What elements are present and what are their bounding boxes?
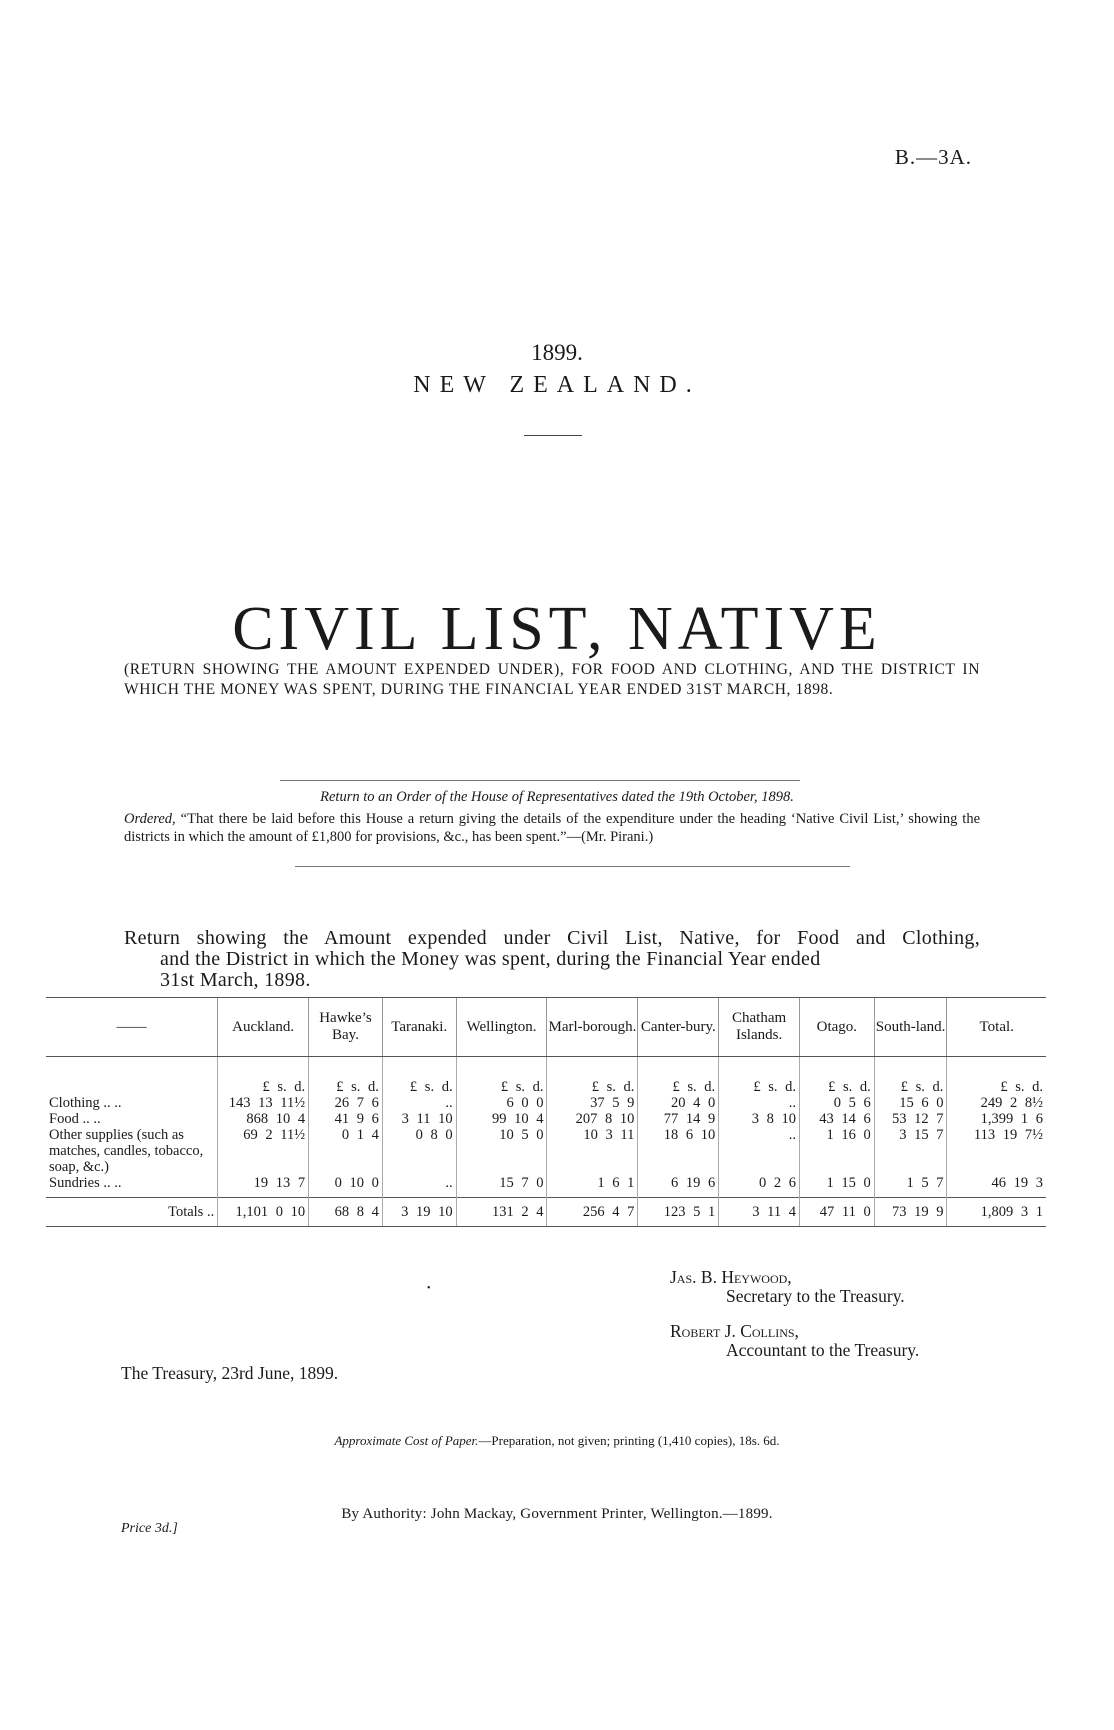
unit-cell: £ s. d.: [799, 1079, 874, 1095]
table-cell: [46, 1079, 218, 1095]
row-label: Clothing .. ..: [49, 1095, 122, 1111]
row-label: Other supplies (such as matches, candles, tobacco, soap, &c.): [49, 1127, 204, 1175]
table-cell: ..: [382, 1175, 456, 1191]
table-cell: 0 1 4: [309, 1127, 383, 1175]
page-title: CIVIL LIST, NATIVE: [232, 595, 882, 663]
table-cell: ..: [382, 1095, 456, 1111]
treasury-date: The Treasury, 23rd June, 1899.: [121, 1363, 339, 1383]
column-header: Taranaki.: [382, 998, 456, 1057]
table-cell: 26 7 6: [309, 1095, 383, 1111]
document-year: 1899.: [531, 340, 583, 365]
signatory-name: Robert J. Collins,: [670, 1321, 799, 1341]
row-label: Totals ..: [46, 1198, 218, 1227]
ordered-label: Ordered,: [124, 811, 176, 827]
table-cell: 69 2 11½: [218, 1127, 309, 1175]
table-cell: 6 0 0: [456, 1095, 547, 1111]
return-heading: [124, 928, 980, 991]
cost-label: Approximate Cost of Paper.: [334, 1433, 479, 1448]
ordered-paragraph: [124, 810, 980, 846]
total-cell: 68 8 4: [309, 1198, 383, 1227]
table-cell: 53 12 7: [874, 1111, 947, 1127]
unit-cell: £ s. d.: [547, 1079, 638, 1095]
signatory-title: Secretary to the Treasury.: [726, 1286, 905, 1306]
table-cell: 1 6 1: [547, 1175, 638, 1191]
table-cell: 43 14 6: [799, 1111, 874, 1127]
table-cell: 46 19 3: [947, 1175, 1046, 1191]
table-cell: 41 9 6: [309, 1111, 383, 1127]
totals-row: [46, 1198, 1046, 1227]
table-cell: 10 5 0: [456, 1127, 547, 1175]
unit-cell: £ s. d.: [456, 1079, 547, 1095]
column-header: Canter-bury.: [638, 998, 719, 1057]
table-cell: 77 14 9: [638, 1111, 719, 1127]
column-header: South-land.: [874, 998, 947, 1057]
table-cell: 1 5 7: [874, 1175, 947, 1191]
table-cell: 0 8 0: [382, 1127, 456, 1175]
table-cell: 0 2 6: [719, 1175, 800, 1191]
expenditure-table: [46, 997, 1046, 1227]
table-cell: ..: [719, 1127, 800, 1175]
table-cell: 1 15 0: [799, 1175, 874, 1191]
return-order-line: Return to an Order of the House of Representatives dated the 19th October, 1898.: [320, 789, 794, 805]
signature-block: [670, 1322, 919, 1360]
table-header-row: [46, 998, 1046, 1057]
table-row: [46, 1127, 1046, 1175]
table-cell: 0 10 0: [309, 1175, 383, 1191]
column-header: ——: [46, 998, 218, 1057]
signature-block: [670, 1268, 905, 1306]
table-cell: 207 8 10: [547, 1111, 638, 1127]
table-cell: 113 19 7½: [947, 1127, 1046, 1175]
table-cell: ..: [719, 1095, 800, 1111]
unit-cell: £ s. d.: [309, 1079, 383, 1095]
divider: [524, 435, 582, 436]
table-cell: 6 19 6: [638, 1175, 719, 1191]
unit-cell: £ s. d.: [382, 1079, 456, 1095]
table-cell: 19 13 7: [218, 1175, 309, 1191]
signatory-name: Jas. B. Heywood,: [670, 1267, 792, 1287]
country-heading: NEW ZEALAND.: [413, 372, 701, 398]
ordered-text: “That there be laid before this House a return giving the details of the expenditure under the heading ‘Native Civil List,’ showing the districts in which the amount of £1,800 for provisions, &c., has been spent.”—(Mr. Pirani.): [124, 811, 981, 845]
column-header: Total.: [947, 998, 1046, 1057]
price-note: Price 3d.]: [121, 1521, 178, 1536]
table-row: [46, 1175, 1046, 1191]
divider: [280, 780, 800, 781]
table-cell: 3 8 10: [719, 1111, 800, 1127]
column-header: Hawke’s Bay.: [309, 998, 383, 1057]
table-row: [46, 1111, 1046, 1127]
table-cell: 868 10 4: [218, 1111, 309, 1127]
total-cell: 1,101 0 10: [218, 1198, 309, 1227]
column-header: Otago.: [799, 998, 874, 1057]
cost-of-paper: [0, 1433, 1114, 1449]
unit-cell: £ s. d.: [874, 1079, 947, 1095]
table-cell: 37 5 9: [547, 1095, 638, 1111]
table-cell: 15 6 0: [874, 1095, 947, 1111]
total-cell: 1,809 3 1: [947, 1198, 1046, 1227]
table-cell: 1,399 1 6: [947, 1111, 1046, 1127]
stray-mark: •: [427, 1283, 431, 1294]
table-cell: 15 7 0: [456, 1175, 547, 1191]
table-cell: 143 13 11½: [218, 1095, 309, 1111]
total-cell: 47 11 0: [799, 1198, 874, 1227]
column-header: Auckland.: [218, 998, 309, 1057]
table-spacer-row: [46, 1057, 1046, 1080]
total-cell: 131 2 4: [456, 1198, 547, 1227]
table-cell: 3 11 10: [382, 1111, 456, 1127]
return-heading-line: 31st March, 1898.: [160, 969, 311, 991]
row-label: Food .. ..: [49, 1111, 101, 1127]
return-heading-line: and the District in which the Money was spent, during the Financial Year ended: [160, 948, 821, 970]
row-label: Sundries .. ..: [49, 1175, 122, 1191]
unit-row: [46, 1079, 1046, 1095]
total-cell: 123 5 1: [638, 1198, 719, 1227]
total-cell: 3 19 10: [382, 1198, 456, 1227]
unit-cell: £ s. d.: [947, 1079, 1046, 1095]
printer-imprint: By Authority: John Mackay, Government Printer, Wellington.—1899.: [341, 1506, 773, 1522]
total-cell: 256 4 7: [547, 1198, 638, 1227]
document-reference: B.—3A.: [894, 145, 972, 169]
table-cell: 0 5 6: [799, 1095, 874, 1111]
table-cell: 20 4 0: [638, 1095, 719, 1111]
unit-cell: £ s. d.: [218, 1079, 309, 1095]
page-subtitle: (RETURN SHOWING THE AMOUNT EXPENDED UNDER), FOR FOOD AND CLOTHING, AND THE DISTRICT IN WHICH THE MONEY WAS SPENT, DURING THE FINANCIAL YEAR ENDED 31ST MARCH, 1898.: [124, 661, 980, 698]
return-heading-line: Return showing the Amount expended under Civil List, Native, for Food and Clothing,: [124, 927, 980, 949]
table-cell: 3 15 7: [874, 1127, 947, 1175]
table-cell: 249 2 8½: [947, 1095, 1046, 1111]
table-cell: 18 6 10: [638, 1127, 719, 1175]
table-cell: 99 10 4: [456, 1111, 547, 1127]
column-header: Marl-borough.: [547, 998, 638, 1057]
table-cell: 10 3 11: [547, 1127, 638, 1175]
unit-cell: £ s. d.: [719, 1079, 800, 1095]
signatory-title: Accountant to the Treasury.: [726, 1340, 920, 1360]
total-cell: 73 19 9: [874, 1198, 947, 1227]
cost-text: —Preparation, not given; printing (1,410 copies), 18s. 6d.: [478, 1433, 780, 1448]
table-cell: 1 16 0: [799, 1127, 874, 1175]
column-header: Chatham Islands.: [719, 998, 800, 1057]
table-row: [46, 1095, 1046, 1111]
divider: [295, 866, 850, 867]
column-header: Wellington.: [456, 998, 547, 1057]
total-cell: 3 11 4: [719, 1198, 800, 1227]
unit-cell: £ s. d.: [638, 1079, 719, 1095]
